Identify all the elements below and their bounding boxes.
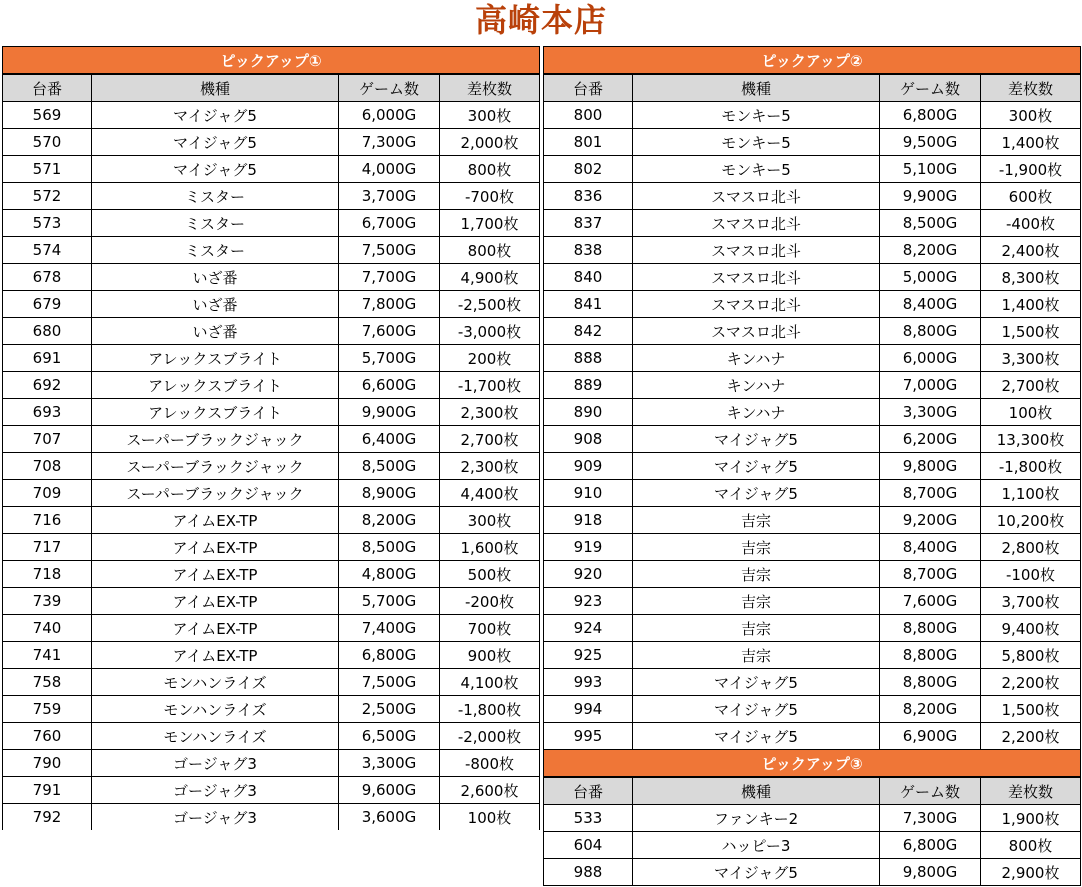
diff-cell: 700枚 bbox=[440, 615, 540, 642]
model-cell: ハッピー3 bbox=[633, 832, 880, 859]
col-header-model: 機種 bbox=[633, 74, 880, 102]
machine-no-cell: 573 bbox=[3, 210, 92, 237]
diff-cell: 2,700枚 bbox=[440, 426, 540, 453]
diff-cell: -2,500枚 bbox=[440, 291, 540, 318]
diff-cell: 5,800枚 bbox=[981, 642, 1081, 669]
games-cell: 7,600G bbox=[880, 588, 981, 615]
games-cell: 8,200G bbox=[880, 696, 981, 723]
machine-no-cell: 758 bbox=[3, 669, 92, 696]
diff-cell: 2,800枚 bbox=[981, 534, 1081, 561]
table-row bbox=[3, 264, 540, 291]
machine-no-cell: 760 bbox=[3, 723, 92, 750]
diff-cell: 2,700枚 bbox=[981, 372, 1081, 399]
table-row bbox=[544, 805, 1081, 832]
games-cell: 2,500G bbox=[339, 696, 440, 723]
table-row bbox=[544, 102, 1081, 129]
games-cell: 8,700G bbox=[880, 561, 981, 588]
model-cell: モンキー5 bbox=[633, 156, 880, 183]
model-cell: マイジャグ5 bbox=[92, 129, 339, 156]
machine-no-cell: 604 bbox=[544, 832, 633, 859]
machine-no-cell: 741 bbox=[3, 642, 92, 669]
table-row bbox=[544, 399, 1081, 426]
machine-no-cell: 837 bbox=[544, 210, 633, 237]
machine-no-cell: 802 bbox=[544, 156, 633, 183]
machine-no-cell: 570 bbox=[3, 129, 92, 156]
table-row bbox=[3, 723, 540, 750]
table-row bbox=[544, 642, 1081, 669]
diff-cell: 500枚 bbox=[440, 561, 540, 588]
diff-cell: 9,400枚 bbox=[981, 615, 1081, 642]
games-cell: 3,700G bbox=[339, 183, 440, 210]
table-row bbox=[3, 750, 540, 777]
diff-cell: 800枚 bbox=[981, 832, 1081, 859]
diff-cell: 2,400枚 bbox=[981, 237, 1081, 264]
model-cell: アレックスブライト bbox=[92, 399, 339, 426]
page-title: 高崎本店 bbox=[474, 1, 607, 39]
col-header-machine-no: 台番 bbox=[544, 777, 633, 805]
table-row bbox=[3, 615, 540, 642]
diff-cell: 300枚 bbox=[440, 102, 540, 129]
machine-no-cell: 572 bbox=[3, 183, 92, 210]
table-row bbox=[3, 318, 540, 345]
table-row bbox=[544, 129, 1081, 156]
diff-cell: 2,900枚 bbox=[981, 859, 1081, 886]
games-cell: 8,400G bbox=[880, 291, 981, 318]
machine-no-cell: 836 bbox=[544, 183, 633, 210]
table-row bbox=[3, 804, 540, 831]
games-cell: 7,600G bbox=[339, 318, 440, 345]
games-cell: 4,800G bbox=[339, 561, 440, 588]
model-cell: 吉宗 bbox=[633, 534, 880, 561]
model-cell: ミスター bbox=[92, 183, 339, 210]
diff-cell: -100枚 bbox=[981, 561, 1081, 588]
diff-cell: 1,400枚 bbox=[981, 129, 1081, 156]
machine-no-cell: 707 bbox=[3, 426, 92, 453]
diff-cell: 1,900枚 bbox=[981, 805, 1081, 832]
table-row bbox=[3, 642, 540, 669]
machine-no-cell: 692 bbox=[3, 372, 92, 399]
col-header-games: ゲーム数 bbox=[880, 777, 981, 805]
machine-no-cell: 759 bbox=[3, 696, 92, 723]
model-cell: アイムEX-TP bbox=[92, 615, 339, 642]
table-row bbox=[544, 372, 1081, 399]
table-row bbox=[544, 588, 1081, 615]
model-cell: いざ番 bbox=[92, 264, 339, 291]
machine-no-cell: 993 bbox=[544, 669, 633, 696]
table-row bbox=[3, 210, 540, 237]
machine-no-cell: 842 bbox=[544, 318, 633, 345]
games-cell: 7,800G bbox=[339, 291, 440, 318]
pickup-table-2 bbox=[543, 46, 1081, 750]
table-row bbox=[544, 615, 1081, 642]
table-row bbox=[544, 696, 1081, 723]
model-cell: ミスター bbox=[92, 237, 339, 264]
model-cell: マイジャグ5 bbox=[92, 102, 339, 129]
model-cell: 吉宗 bbox=[633, 615, 880, 642]
games-cell: 8,500G bbox=[339, 534, 440, 561]
col-header-diff: 差枚数 bbox=[440, 74, 540, 102]
games-cell: 7,300G bbox=[339, 129, 440, 156]
machine-no-cell: 800 bbox=[544, 102, 633, 129]
model-cell: スマスロ北斗 bbox=[633, 210, 880, 237]
diff-cell: -700枚 bbox=[440, 183, 540, 210]
model-cell: マイジャグ5 bbox=[633, 426, 880, 453]
diff-cell: 1,500枚 bbox=[981, 318, 1081, 345]
machine-no-cell: 910 bbox=[544, 480, 633, 507]
diff-cell: 300枚 bbox=[981, 102, 1081, 129]
games-cell: 8,800G bbox=[880, 642, 981, 669]
section-heading: ピックアップ③ bbox=[544, 750, 1081, 778]
games-cell: 6,000G bbox=[880, 345, 981, 372]
table-row bbox=[3, 372, 540, 399]
model-cell: いざ番 bbox=[92, 291, 339, 318]
diff-cell: 2,000枚 bbox=[440, 129, 540, 156]
model-cell: マイジャグ5 bbox=[633, 723, 880, 750]
col-header-games: ゲーム数 bbox=[880, 74, 981, 102]
table-row bbox=[3, 426, 540, 453]
table-row bbox=[544, 561, 1081, 588]
table-row bbox=[544, 210, 1081, 237]
diff-cell: 3,700枚 bbox=[981, 588, 1081, 615]
diff-cell: 900枚 bbox=[440, 642, 540, 669]
model-cell: アイムEX-TP bbox=[92, 534, 339, 561]
model-cell: モンハンライズ bbox=[92, 669, 339, 696]
games-cell: 6,400G bbox=[339, 426, 440, 453]
diff-cell: 4,400枚 bbox=[440, 480, 540, 507]
games-cell: 9,900G bbox=[880, 183, 981, 210]
model-cell: スーパーブラックジャック bbox=[92, 453, 339, 480]
machine-no-cell: 691 bbox=[3, 345, 92, 372]
model-cell: アレックスブライト bbox=[92, 372, 339, 399]
diff-cell: 2,300枚 bbox=[440, 453, 540, 480]
table-row bbox=[544, 237, 1081, 264]
machine-no-cell: 890 bbox=[544, 399, 633, 426]
games-cell: 6,800G bbox=[880, 832, 981, 859]
diff-cell: 300枚 bbox=[440, 507, 540, 534]
table-row bbox=[544, 426, 1081, 453]
diff-cell: 2,200枚 bbox=[981, 723, 1081, 750]
machine-no-cell: 925 bbox=[544, 642, 633, 669]
games-cell: 5,700G bbox=[339, 588, 440, 615]
games-cell: 9,800G bbox=[880, 859, 981, 886]
table-row bbox=[3, 237, 540, 264]
model-cell: マイジャグ5 bbox=[633, 696, 880, 723]
model-cell: スマスロ北斗 bbox=[633, 237, 880, 264]
diff-cell: 600枚 bbox=[981, 183, 1081, 210]
diff-cell: 4,100枚 bbox=[440, 669, 540, 696]
machine-no-cell: 709 bbox=[3, 480, 92, 507]
games-cell: 3,300G bbox=[880, 399, 981, 426]
section-heading: ピックアップ① bbox=[3, 47, 540, 75]
model-cell: スマスロ北斗 bbox=[633, 183, 880, 210]
games-cell: 7,500G bbox=[339, 237, 440, 264]
diff-cell: -1,700枚 bbox=[440, 372, 540, 399]
table-row bbox=[544, 156, 1081, 183]
diff-cell: -1,800枚 bbox=[981, 453, 1081, 480]
table-row bbox=[544, 345, 1081, 372]
machine-no-cell: 919 bbox=[544, 534, 633, 561]
diff-cell: 800枚 bbox=[440, 156, 540, 183]
diff-cell: 2,300枚 bbox=[440, 399, 540, 426]
games-cell: 7,300G bbox=[880, 805, 981, 832]
games-cell: 6,200G bbox=[880, 426, 981, 453]
games-cell: 8,200G bbox=[339, 507, 440, 534]
model-cell: アイムEX-TP bbox=[92, 588, 339, 615]
games-cell: 8,700G bbox=[880, 480, 981, 507]
games-cell: 5,700G bbox=[339, 345, 440, 372]
model-cell: モンハンライズ bbox=[92, 696, 339, 723]
games-cell: 9,200G bbox=[880, 507, 981, 534]
games-cell: 9,800G bbox=[880, 453, 981, 480]
machine-no-cell: 888 bbox=[544, 345, 633, 372]
pickup-table-3 bbox=[543, 749, 1081, 886]
diff-cell: 3,300枚 bbox=[981, 345, 1081, 372]
diff-cell: 10,200枚 bbox=[981, 507, 1081, 534]
games-cell: 4,000G bbox=[339, 156, 440, 183]
model-cell: ゴージャグ3 bbox=[92, 804, 339, 831]
games-cell: 6,600G bbox=[339, 372, 440, 399]
model-cell: マイジャグ5 bbox=[633, 480, 880, 507]
model-cell: ミスター bbox=[92, 210, 339, 237]
machine-no-cell: 908 bbox=[544, 426, 633, 453]
model-cell: モンキー5 bbox=[633, 102, 880, 129]
diff-cell: 8,300枚 bbox=[981, 264, 1081, 291]
games-cell: 3,300G bbox=[339, 750, 440, 777]
machine-no-cell: 693 bbox=[3, 399, 92, 426]
table-row bbox=[3, 480, 540, 507]
table-row bbox=[3, 183, 540, 210]
model-cell: スーパーブラックジャック bbox=[92, 426, 339, 453]
diff-cell: 13,300枚 bbox=[981, 426, 1081, 453]
machine-no-cell: 918 bbox=[544, 507, 633, 534]
diff-cell: 100枚 bbox=[440, 804, 540, 831]
model-cell: マイジャグ5 bbox=[633, 453, 880, 480]
table-row bbox=[544, 723, 1081, 750]
diff-cell: 1,700枚 bbox=[440, 210, 540, 237]
col-header-model: 機種 bbox=[633, 777, 880, 805]
games-cell: 7,000G bbox=[880, 372, 981, 399]
diff-cell: -400枚 bbox=[981, 210, 1081, 237]
machine-no-cell: 680 bbox=[3, 318, 92, 345]
machine-no-cell: 838 bbox=[544, 237, 633, 264]
machine-no-cell: 716 bbox=[3, 507, 92, 534]
games-cell: 8,500G bbox=[339, 453, 440, 480]
games-cell: 8,800G bbox=[880, 615, 981, 642]
diff-cell: 2,600枚 bbox=[440, 777, 540, 804]
machine-no-cell: 790 bbox=[3, 750, 92, 777]
diff-cell: 1,400枚 bbox=[981, 291, 1081, 318]
model-cell: モンハンライズ bbox=[92, 723, 339, 750]
table-row bbox=[544, 480, 1081, 507]
games-cell: 7,500G bbox=[339, 669, 440, 696]
pickup-table-1 bbox=[2, 46, 540, 830]
table-row bbox=[3, 507, 540, 534]
machine-no-cell: 924 bbox=[544, 615, 633, 642]
games-cell: 8,800G bbox=[880, 318, 981, 345]
table-row bbox=[544, 291, 1081, 318]
diff-cell: -2,000枚 bbox=[440, 723, 540, 750]
column-header-row bbox=[3, 74, 540, 102]
col-header-model: 機種 bbox=[92, 74, 339, 102]
diff-cell: 2,200枚 bbox=[981, 669, 1081, 696]
machine-no-cell: 923 bbox=[544, 588, 633, 615]
model-cell: マイジャグ5 bbox=[92, 156, 339, 183]
machine-no-cell: 739 bbox=[3, 588, 92, 615]
table-row bbox=[3, 399, 540, 426]
column-header-row bbox=[544, 74, 1081, 102]
diff-cell: -200枚 bbox=[440, 588, 540, 615]
table-row bbox=[3, 669, 540, 696]
diff-cell: 4,900枚 bbox=[440, 264, 540, 291]
model-cell: キンハナ bbox=[633, 372, 880, 399]
table-row bbox=[3, 588, 540, 615]
table-row bbox=[3, 291, 540, 318]
table-row bbox=[544, 183, 1081, 210]
machine-no-cell: 909 bbox=[544, 453, 633, 480]
diff-cell: 1,600枚 bbox=[440, 534, 540, 561]
table-row bbox=[544, 264, 1081, 291]
games-cell: 6,500G bbox=[339, 723, 440, 750]
diff-cell: 100枚 bbox=[981, 399, 1081, 426]
diff-cell: 200枚 bbox=[440, 345, 540, 372]
table-row bbox=[3, 129, 540, 156]
table-row bbox=[3, 534, 540, 561]
col-header-diff: 差枚数 bbox=[981, 777, 1081, 805]
model-cell: アイムEX-TP bbox=[92, 507, 339, 534]
games-cell: 9,500G bbox=[880, 129, 981, 156]
col-header-machine-no: 台番 bbox=[3, 74, 92, 102]
table-row bbox=[3, 156, 540, 183]
table-row bbox=[544, 453, 1081, 480]
machine-no-cell: 717 bbox=[3, 534, 92, 561]
machine-no-cell: 718 bbox=[3, 561, 92, 588]
machine-no-cell: 840 bbox=[544, 264, 633, 291]
model-cell: ファンキー2 bbox=[633, 805, 880, 832]
games-cell: 3,600G bbox=[339, 804, 440, 831]
table-row bbox=[544, 832, 1081, 859]
machine-no-cell: 988 bbox=[544, 859, 633, 886]
games-cell: 6,000G bbox=[339, 102, 440, 129]
model-cell: 吉宗 bbox=[633, 507, 880, 534]
table-row bbox=[3, 345, 540, 372]
games-cell: 5,100G bbox=[880, 156, 981, 183]
games-cell: 6,800G bbox=[339, 642, 440, 669]
col-header-machine-no: 台番 bbox=[544, 74, 633, 102]
machine-no-cell: 801 bbox=[544, 129, 633, 156]
machine-no-cell: 889 bbox=[544, 372, 633, 399]
machine-no-cell: 994 bbox=[544, 696, 633, 723]
model-cell: 吉宗 bbox=[633, 561, 880, 588]
machine-no-cell: 920 bbox=[544, 561, 633, 588]
model-cell: スマスロ北斗 bbox=[633, 318, 880, 345]
games-cell: 8,200G bbox=[880, 237, 981, 264]
model-cell: アイムEX-TP bbox=[92, 642, 339, 669]
games-cell: 9,600G bbox=[339, 777, 440, 804]
model-cell: ゴージャグ3 bbox=[92, 777, 339, 804]
games-cell: 8,900G bbox=[339, 480, 440, 507]
diff-cell: 1,100枚 bbox=[981, 480, 1081, 507]
model-cell: マイジャグ5 bbox=[633, 859, 880, 886]
games-cell: 6,900G bbox=[880, 723, 981, 750]
table-row bbox=[544, 507, 1081, 534]
model-cell: アレックスブライト bbox=[92, 345, 339, 372]
machine-no-cell: 569 bbox=[3, 102, 92, 129]
machine-no-cell: 533 bbox=[544, 805, 633, 832]
diff-cell: -1,900枚 bbox=[981, 156, 1081, 183]
table-row bbox=[544, 859, 1081, 886]
games-cell: 8,800G bbox=[880, 669, 981, 696]
col-header-diff: 差枚数 bbox=[981, 74, 1081, 102]
machine-no-cell: 571 bbox=[3, 156, 92, 183]
games-cell: 6,800G bbox=[880, 102, 981, 129]
table-row bbox=[3, 561, 540, 588]
games-cell: 5,000G bbox=[880, 264, 981, 291]
model-cell: スマスロ北斗 bbox=[633, 291, 880, 318]
table-row bbox=[3, 453, 540, 480]
diff-cell: 1,500枚 bbox=[981, 696, 1081, 723]
diff-cell: -800枚 bbox=[440, 750, 540, 777]
table-row bbox=[3, 696, 540, 723]
col-header-games: ゲーム数 bbox=[339, 74, 440, 102]
model-cell: 吉宗 bbox=[633, 588, 880, 615]
model-cell: スーパーブラックジャック bbox=[92, 480, 339, 507]
diff-cell: -3,000枚 bbox=[440, 318, 540, 345]
table-row bbox=[3, 102, 540, 129]
model-cell: キンハナ bbox=[633, 399, 880, 426]
model-cell: スマスロ北斗 bbox=[633, 264, 880, 291]
games-cell: 8,400G bbox=[880, 534, 981, 561]
table-row bbox=[544, 318, 1081, 345]
model-cell: 吉宗 bbox=[633, 642, 880, 669]
machine-no-cell: 574 bbox=[3, 237, 92, 264]
games-cell: 7,400G bbox=[339, 615, 440, 642]
model-cell: いざ番 bbox=[92, 318, 339, 345]
table-row bbox=[3, 777, 540, 804]
section-heading: ピックアップ② bbox=[544, 47, 1081, 75]
machine-no-cell: 841 bbox=[544, 291, 633, 318]
model-cell: ゴージャグ3 bbox=[92, 750, 339, 777]
model-cell: モンキー5 bbox=[633, 129, 880, 156]
model-cell: マイジャグ5 bbox=[633, 669, 880, 696]
table-row bbox=[544, 669, 1081, 696]
machine-no-cell: 791 bbox=[3, 777, 92, 804]
games-cell: 6,700G bbox=[339, 210, 440, 237]
machine-no-cell: 678 bbox=[3, 264, 92, 291]
table-row bbox=[544, 534, 1081, 561]
games-cell: 9,900G bbox=[339, 399, 440, 426]
machine-no-cell: 740 bbox=[3, 615, 92, 642]
games-cell: 8,500G bbox=[880, 210, 981, 237]
model-cell: キンハナ bbox=[633, 345, 880, 372]
machine-no-cell: 708 bbox=[3, 453, 92, 480]
diff-cell: -1,800枚 bbox=[440, 696, 540, 723]
model-cell: アイムEX-TP bbox=[92, 561, 339, 588]
column-header-row bbox=[544, 777, 1081, 805]
machine-no-cell: 792 bbox=[3, 804, 92, 831]
machine-no-cell: 995 bbox=[544, 723, 633, 750]
games-cell: 7,700G bbox=[339, 264, 440, 291]
machine-no-cell: 679 bbox=[3, 291, 92, 318]
diff-cell: 800枚 bbox=[440, 237, 540, 264]
